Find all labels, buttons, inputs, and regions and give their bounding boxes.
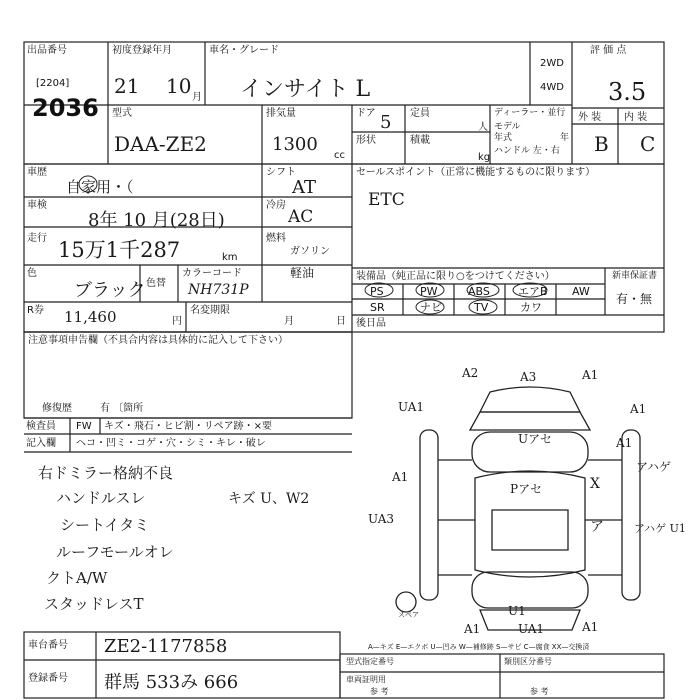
history-value: 自家用・（	[66, 178, 134, 196]
fuel-label: 燃料	[266, 233, 286, 244]
lot-tag: [2204]	[36, 78, 70, 89]
selling-label: セールスポイント（正常に機能するものに限ります）	[356, 167, 596, 178]
equip-leather: カワ	[520, 301, 542, 314]
displacement-unit: cc	[334, 150, 345, 161]
mark-a1-right-top: A1	[630, 402, 647, 416]
warranty-value: 有・無	[616, 292, 653, 306]
side-note: キズ U、W2	[228, 491, 310, 507]
equip-pw: PW	[420, 285, 438, 298]
day-label: 日	[336, 316, 346, 327]
note-line-5: クトA/W	[46, 569, 108, 587]
chassis-label: 車台番号	[28, 640, 68, 651]
name-change-label: 名変期限	[190, 305, 230, 316]
mark-uase: Uアセ	[518, 432, 552, 446]
color-value: ブラック	[74, 280, 146, 301]
model-value: DAA-ZE2	[114, 132, 207, 156]
interior-value: C	[640, 132, 656, 156]
equip-navi: ナビ	[420, 301, 442, 314]
note-line-2: ハンドルスレ	[56, 489, 146, 507]
exterior-label: 外 装	[578, 112, 602, 123]
handle-label: ハンドル 左・右	[494, 146, 560, 156]
mark-a1-right: A1	[616, 436, 633, 450]
ref2-label: 参 考	[530, 687, 549, 696]
exterior-value: B	[594, 132, 609, 156]
selling-value: ETC	[368, 190, 405, 210]
capacity-label: 定員	[410, 108, 430, 119]
mark-a3-top: A3	[520, 370, 537, 384]
drive-4wd: 4WD	[540, 82, 564, 93]
plate-label: 登録番号	[28, 673, 68, 684]
displacement-value: 1300	[272, 134, 318, 155]
mark-a1-bottom: A1	[464, 622, 481, 636]
mileage-label: 走行	[27, 233, 47, 244]
mileage-value: 15万1千287	[58, 238, 181, 262]
first-reg-month-suffix: 月	[192, 92, 202, 103]
first-reg-label: 初度登録年月	[112, 45, 172, 56]
history-label: 車歴	[27, 167, 47, 178]
score-value: 3.5	[608, 78, 647, 106]
mark-ahage-u1: アハゲ U1	[634, 522, 686, 535]
inspector-box: FW	[76, 421, 92, 432]
entry-label: 記入欄	[26, 438, 56, 449]
mark-a1-top: A1	[582, 368, 599, 382]
drive-2wd: 2WD	[540, 58, 564, 69]
doors-value: 5	[380, 112, 392, 133]
month-label: 月	[284, 316, 294, 327]
score-label: 評 価 点	[590, 45, 627, 56]
color-code-value: NH731P	[188, 282, 249, 298]
shaken-label: 車検	[27, 200, 47, 211]
chassis-value: ZE2-1177858	[104, 636, 228, 657]
plate-value: 群馬 533み 666	[104, 672, 239, 693]
equip-ps: PS	[370, 285, 384, 298]
mileage-unit: km	[222, 252, 238, 263]
legend: A—キズ E—エクボ U—凹み W—補修跡 S—サビ C—腐食 XX—交換済	[368, 643, 590, 651]
mark-a-right: ア	[590, 519, 604, 535]
color-code-label: カラーコード	[182, 268, 242, 279]
mark-a2-top: A2	[462, 366, 479, 380]
note-line-3: シートイタミ	[60, 516, 150, 534]
warranty-label: 新車保証書	[612, 271, 658, 281]
mark-pase: Pアセ	[510, 482, 542, 496]
load-label: 積載	[410, 135, 430, 146]
cert-label: 車両証明用	[346, 675, 386, 684]
doors-label: ドア	[356, 108, 376, 119]
mark-ua1-bottom: UA1	[518, 622, 545, 636]
fuel-value-1: ガソリン	[290, 246, 330, 257]
equip-aw: AW	[572, 285, 590, 298]
mark-u1-bottom: U1	[508, 604, 526, 618]
type-approval-label: 型式指定番号	[346, 657, 394, 666]
repair-value: 有 〔箇所	[100, 403, 144, 414]
model-label: 型式	[112, 108, 132, 119]
equip-tv: TV	[474, 301, 489, 314]
mark-a2-bottom: A1	[582, 620, 599, 634]
mark-ahage: アハゲ	[636, 460, 672, 474]
mark-a1-left: A1	[392, 470, 409, 484]
model-year-label: モデル	[494, 122, 521, 132]
color-change-label: 色替	[146, 278, 166, 289]
year-label: 年式	[494, 133, 513, 143]
capacity-unit: 人	[478, 122, 488, 133]
car-name: インサイト L	[240, 77, 371, 102]
displacement-label: 排気量	[266, 108, 296, 119]
mark-ua3-left: UA3	[368, 512, 395, 526]
recycle-value: 11,460	[64, 308, 117, 326]
shape-label: 形状	[356, 135, 376, 146]
inspector-label: 検査員	[26, 421, 56, 432]
color-label: 色	[27, 268, 37, 279]
fuel-value-2: 軽油	[290, 266, 315, 280]
post-label: 後日品	[356, 318, 386, 329]
name-label: 車名・グレード	[209, 45, 279, 56]
load-unit: kg	[478, 152, 491, 163]
repair-label: 修復歴	[42, 403, 72, 414]
mark-ua1-left: UA1	[398, 400, 425, 414]
first-reg-month: 10	[166, 74, 192, 98]
interior-label: 内 装	[624, 112, 648, 123]
aircon-label: 冷房	[266, 200, 286, 211]
first-reg-year: 21	[114, 74, 140, 98]
entry-list: ヘコ・凹ミ・コゲ・穴・シミ・キレ・破レ	[76, 438, 266, 449]
note-line-1: 右ドミラー格納不良	[38, 464, 174, 482]
equip-abs: ABS	[468, 285, 490, 298]
mark-x-right: X	[590, 476, 600, 492]
class-label: 類別区分番号	[504, 657, 552, 666]
inspector-list: キズ・飛石・ヒビ割・リペア跡・×要	[104, 421, 272, 432]
note-line-6: スタッドレスT	[44, 595, 144, 613]
ref-label: 参 考	[370, 687, 389, 696]
notes-label: 注意事項申告欄（不具合内容は具体的に記入して下さい）	[28, 335, 288, 346]
lot-number: 2036	[32, 94, 99, 122]
recycle-unit: 円	[172, 316, 182, 327]
shift-value: AT	[292, 177, 317, 198]
equip-airbag: エアB	[518, 285, 548, 298]
shift-label: シフト	[266, 167, 296, 178]
recycle-label: R券	[27, 305, 44, 316]
spare-label: スペア	[398, 611, 419, 619]
shaken-value: 8年 10 月(28日)	[88, 210, 225, 231]
lot-label: 出品番号	[27, 45, 67, 56]
equipment-label: 装備品（純正品に限り○をつけてください）	[356, 271, 555, 282]
dealer-label: ディーラー・並行	[494, 108, 566, 118]
aircon-value: AC	[288, 207, 314, 227]
equip-sr: SR	[370, 301, 385, 314]
note-line-4: ルーフモールオレ	[56, 543, 174, 561]
year-unit: 年	[560, 133, 570, 143]
